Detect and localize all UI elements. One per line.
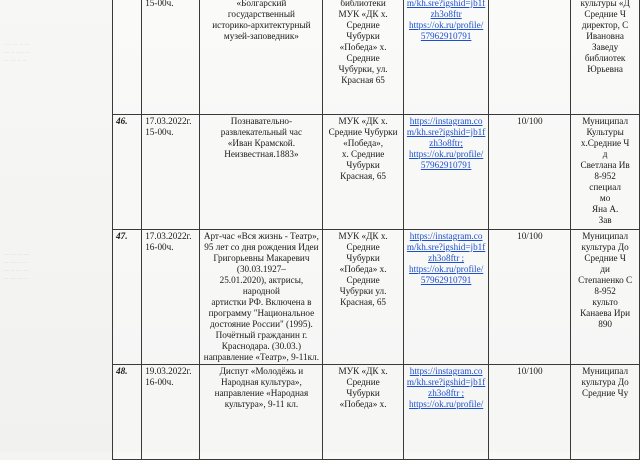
link[interactable]: 57962910791: [420, 31, 472, 41]
row-responsible: Муниципал культура До Средние Чу: [571, 365, 640, 460]
link[interactable]: https://ok.ru/profile/: [408, 264, 484, 274]
link[interactable]: 57962910791: [420, 275, 472, 285]
link[interactable]: m/kh.sre?igshid=jb1f: [406, 377, 486, 387]
link[interactable]: https://ok.ru/profile/: [408, 399, 484, 409]
row-event: «Болгарский государственный историко-архитектурный музей-заповедник»: [200, 0, 323, 115]
link[interactable]: m/kh.sre?igshid=jb1f: [406, 0, 486, 8]
row-place: библиотеки МУК «ДК х. Средние Чубурки «Победа» х. Средние Чубурки, ул. Красная 65: [323, 0, 403, 115]
table-row: [113, 230, 640, 365]
link[interactable]: https://instagram.co: [409, 231, 483, 241]
table-row: [113, 365, 640, 460]
row-date: 19.03.2022г. 16-00ч.: [142, 365, 200, 460]
row-date: 15-00ч.: [142, 0, 200, 115]
row-links[interactable]: [403, 365, 489, 460]
row-date: 17.03.2022г. 15-00ч.: [142, 115, 200, 230]
row-links[interactable]: [403, 230, 489, 365]
bleed-through-text: . ... ... ... ... .... .. ..... ... ... .... .. ...: [4, 41, 30, 63]
row-place: МУК «ДК х. Средние Чубурки «Победа» х.: [323, 365, 403, 460]
row-event: Арт-час «Вся жизнь - Театр», 95 лет со дня рождения Идеи Григорьевны Макаревич (30.03.1927– 25.01.2020), актрисы, народной артистки РФ. Включена в программу "Национальное достояние России" (1995). Почётный гражданин г. Краснодара. (30.03.) направление «Театр», 9-11кл.: [200, 230, 323, 365]
row-number: 48.: [113, 365, 142, 460]
link[interactable]: zh3o8ftr ;: [428, 253, 465, 263]
row-responsible: культуры «Д Средние Ч директор, С Ивановна Заведу библиотек Юрьевна: [571, 0, 640, 115]
row-coverage: 10/100: [489, 115, 571, 230]
row-place: МУК «ДК х. Средние Чубурки «Победа» х. Средние Чубурки ул. Красная, 65: [323, 230, 403, 365]
row-number: [113, 0, 142, 115]
link[interactable]: zh3o8ftr ;: [428, 388, 465, 398]
row-number: 47.: [113, 230, 142, 365]
row-date: 17.03.2022г. 16-00ч.: [142, 230, 200, 365]
row-coverage: [489, 0, 571, 115]
row-coverage: 10/100: [489, 365, 571, 460]
bleed-through-text: .... ... ... .... ... ...... .. .. .... .. ... .... ... .... .... ..: [4, 251, 30, 281]
row-place: МУК «ДК х. Средние Чубурки «Победа», х. Средние Чубурки Красная, 65: [323, 115, 403, 230]
row-number: 46.: [113, 115, 142, 230]
row-responsible: Муниципал Культуры х.Средние Ч д Светлана Ив 8-952 специал мо Яна А. Зав: [571, 115, 640, 230]
row-event: Познавательно- развлекательный час «Иван Крамской. Неизвестная.1883»: [200, 115, 323, 230]
row-coverage: 10/100: [489, 230, 571, 365]
row-links[interactable]: [403, 0, 489, 115]
events-table: [112, 0, 640, 460]
row-event: Диспут «Молодёжь и Народная культура», направление «Народная культура», 9-11 кл.: [200, 365, 323, 460]
row-links[interactable]: [403, 115, 489, 230]
row-responsible: Муниципал культура До Средние Ч ди Степаненко С 8-952 культо Канаева Ири 890: [571, 230, 640, 365]
link[interactable]: https://instagram.co: [409, 366, 483, 376]
table-row: [113, 0, 640, 115]
link[interactable]: https://ok.ru/profile/: [408, 149, 484, 159]
link[interactable]: m/kh.sre?igshid=jb1f: [406, 127, 486, 137]
link[interactable]: 57962910791: [420, 160, 472, 170]
link[interactable]: zh3o8ftr: [430, 9, 462, 19]
link[interactable]: zh3o8ftr;: [429, 138, 463, 148]
table-row: [113, 115, 640, 230]
link[interactable]: m/kh.sre?igshid=jb1f: [406, 242, 486, 252]
link[interactable]: https://instagram.co: [409, 116, 483, 126]
link[interactable]: https://ok.ru/profile/: [408, 20, 484, 30]
